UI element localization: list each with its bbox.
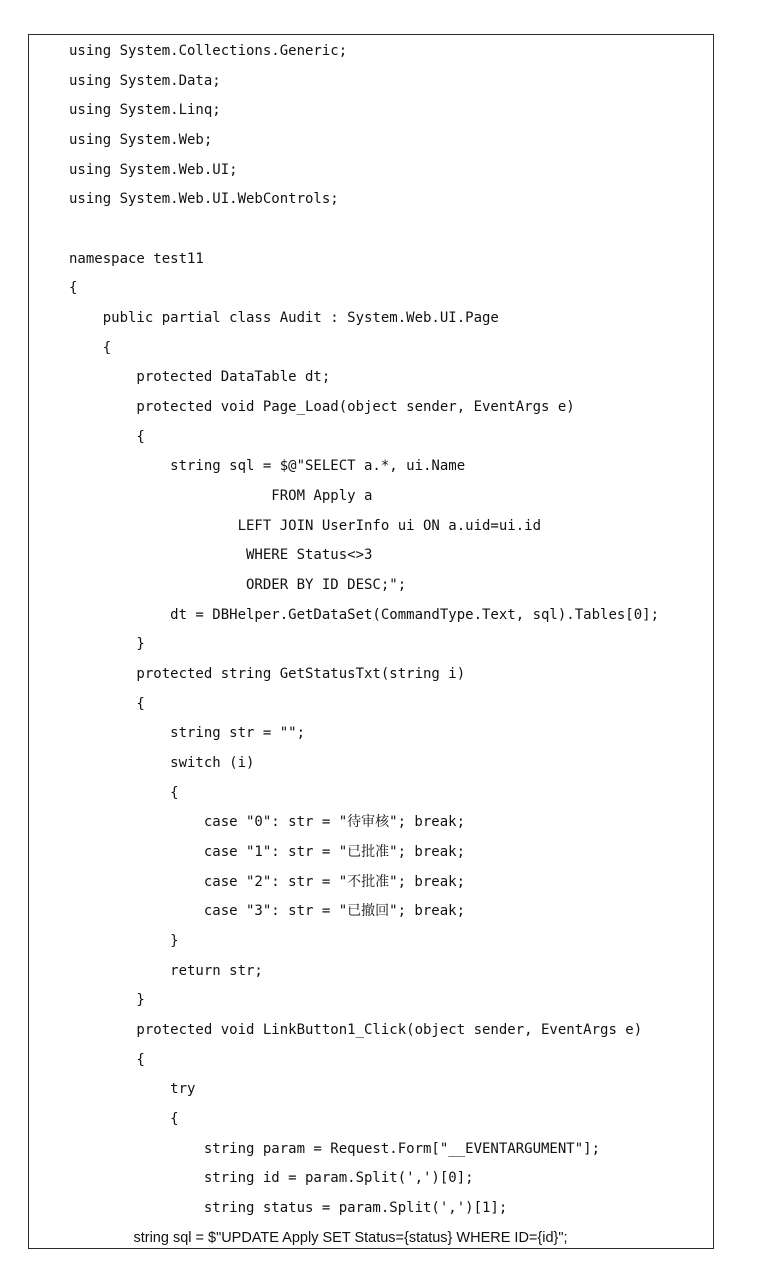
code-listing — [28, 34, 714, 1249]
code-line-35: { — [69, 1052, 145, 1068]
code-line-24: string str = ""; — [69, 725, 306, 741]
code-line-27: case "0": str = "待审核"; break; — [69, 814, 466, 830]
code-line-16: FROM Apply a — [69, 488, 373, 504]
code-line-3: using System.Linq; — [69, 102, 221, 118]
code-line-34: protected void LinkButton1_Click(object sender, EventArgs e) — [69, 1022, 643, 1038]
code-line-29: case "2": str = "不批准"; break; — [69, 874, 466, 890]
code-line-12: protected DataTable dt; — [69, 369, 331, 385]
code-line-38: string param = Request.Form["__EVENTARGUMENT"]; — [69, 1141, 601, 1157]
code-line-10: public partial class Audit : System.Web.UI.Page — [69, 310, 499, 326]
code-line-22: protected string GetStatusTxt(string i) — [69, 666, 466, 682]
code-line-28: case "1": str = "已批准"; break; — [69, 844, 466, 860]
code-line-30: case "3": str = "已撤回"; break; — [69, 903, 466, 919]
code-line-23: { — [69, 696, 145, 712]
code-line-36: try — [69, 1081, 196, 1097]
code-line-15: string sql = $@"SELECT a.*, ui.Name — [69, 458, 466, 474]
code-line-25: switch (i) — [69, 755, 255, 771]
code-line-4: using System.Web; — [69, 132, 213, 148]
code-line-33: } — [69, 992, 145, 1008]
code-line-6: using System.Web.UI.WebControls; — [69, 191, 339, 207]
code-line-1: using System.Collections.Generic; — [69, 43, 348, 59]
code-line-19: ORDER BY ID DESC;"; — [69, 577, 407, 593]
code-line-26: { — [69, 785, 179, 801]
code-line-21: } — [69, 636, 145, 652]
code-line-31: } — [69, 933, 179, 949]
code-line-41: string sql = $"UPDATE Apply SET Status={status} WHERE ID={id}"; — [69, 1230, 568, 1246]
code-line-11: { — [69, 340, 112, 356]
code-line-2: using System.Data; — [69, 73, 221, 89]
code-line-18: WHERE Status<>3 — [69, 547, 373, 563]
code-line-9: { — [69, 280, 78, 296]
code-line-20: dt = DBHelper.GetDataSet(CommandType.Text, sql).Tables[0]; — [69, 607, 660, 623]
code-line-37: { — [69, 1111, 179, 1127]
code-line-17: LEFT JOIN UserInfo ui ON a.uid=ui.id — [69, 518, 542, 534]
code-line-14: { — [69, 429, 145, 445]
code-line-39: string id = param.Split(',')[0]; — [69, 1170, 474, 1186]
code-line-8: namespace test11 — [69, 251, 204, 267]
code-line-13: protected void Page_Load(object sender, EventArgs e) — [69, 399, 575, 415]
code-line-40: string status = param.Split(',')[1]; — [69, 1200, 508, 1216]
code-line-5: using System.Web.UI; — [69, 162, 238, 178]
code-line-32: return str; — [69, 963, 263, 979]
